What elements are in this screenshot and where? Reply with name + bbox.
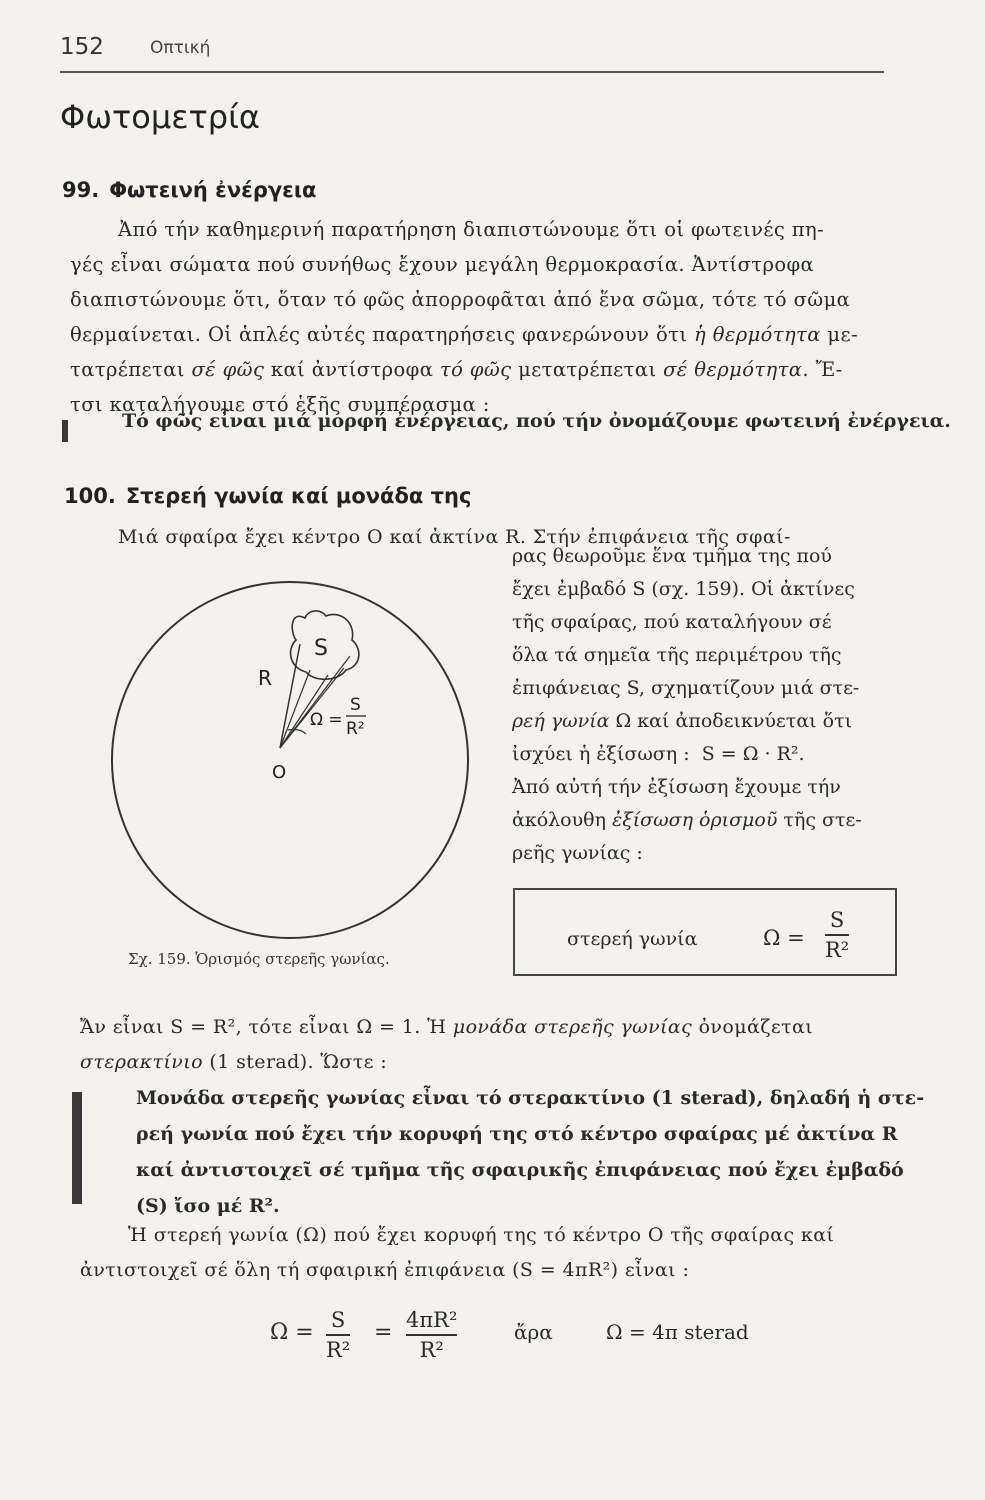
body-line	[512, 804, 897, 837]
section-100-first-line: Μιά σφαίρα ἔχει κέντρο Ο καί ἀκτίνα R. Στήν ἐπιφάνεια τῆς σφαί-	[118, 526, 791, 548]
page-header	[60, 30, 885, 70]
solid-angle-definition-box	[513, 888, 897, 976]
body-line: τσι καταλήγουμε στό ἑξῆς συμπέρασμα :	[70, 393, 490, 416]
text-span: (1 sterad). Ὥστε :	[202, 1051, 388, 1073]
header-rule	[60, 71, 884, 73]
section-number: 99.	[62, 178, 100, 202]
body-line: ρεή γωνία πού ἔχει τήν κορυφή της στό κέντρο σφαίρας μέ ἀκτίνα R	[136, 1123, 898, 1145]
denominator: R²	[419, 1337, 444, 1362]
body-line: καί ἀντιστοιχεῖ σέ τμῆμα τῆς σφαιρικῆς ἐπιφάνειας πού ἔχει ἐμβαδό	[136, 1159, 904, 1181]
eq-fraction-1	[326, 1306, 350, 1364]
eq-result: Ω = 4π sterad	[606, 1320, 749, 1344]
body-line	[70, 352, 890, 387]
body-line: διαπιστώνουμε ὅτι, ὅταν τό φῶς ἀπορροφᾶται ἀπό ἕνα σῶμα, τότε τό σῶμα	[70, 288, 851, 311]
emphasis: ρεή γωνία	[512, 710, 610, 732]
box-omega: Ω =	[763, 926, 805, 950]
emphasis: τό φῶς	[439, 358, 512, 381]
figure-caption: Σχ. 159. Ὁρισμός στερεῆς γωνίας.	[128, 950, 390, 968]
section-100-wrapped-text	[512, 540, 897, 870]
numerator: S	[330, 1308, 346, 1332]
text-span: με-	[820, 323, 858, 346]
body-line	[70, 317, 890, 352]
text-span: .	[798, 743, 805, 765]
unit-paragraph	[80, 1010, 902, 1080]
body-line: ρας θεωροῦμε ἕνα τμῆμα της πού	[512, 545, 832, 567]
margin-bar	[72, 1092, 82, 1204]
eq-equals: =	[374, 1320, 393, 1345]
text-span: . Ἔ-	[802, 358, 843, 381]
body-line: ὅλα τά σημεῖα τῆς περιμέτρου τῆς	[512, 644, 842, 666]
body-line: ρεῆς γωνίας :	[512, 842, 643, 864]
label-frac-num: S	[350, 695, 361, 715]
text-span: ὀνομάζεται	[692, 1016, 814, 1038]
section-99-heading	[62, 178, 316, 202]
equation: S = Ω · R²	[701, 743, 799, 765]
text-span: ἀκόλουθη	[512, 809, 613, 831]
label-S: S	[314, 636, 328, 661]
numerator: S	[829, 908, 845, 932]
section-title: Στερεή γωνία καί μονάδα της	[125, 484, 472, 508]
denominator: R²	[326, 1337, 351, 1362]
emphasis: ἡ θερμότητα	[694, 323, 821, 346]
section-99-body	[70, 212, 890, 422]
section-100-heading	[64, 484, 471, 508]
emphasis: μονάδα στερεῆς γωνίας	[452, 1016, 693, 1038]
text-span: Ἄν εἶναι S = R², τότε εἶναι Ω = 1. Ἡ	[80, 1016, 453, 1038]
emphasis: σέ θερμότητα	[663, 358, 803, 381]
ray-line	[280, 656, 350, 748]
eq-fraction-2	[406, 1306, 457, 1364]
box-label: στερεή γωνία	[567, 928, 698, 950]
body-line: Ἡ στερεή γωνία (Ω) πού ἔχει κορυφή της τό κέντρο Ο τῆς σφαίρας καί	[128, 1224, 835, 1246]
chapter-title: Φωτομετρία	[60, 98, 260, 136]
page-number: 152	[60, 34, 104, 60]
eq-omega: Ω =	[270, 1320, 314, 1345]
section-title: Φωτεινή ἐνέργεια	[109, 178, 317, 202]
body-line: Ἀπό τήν καθημερινή παρατήρηση διαπιστώνουμε ὅτι οἱ φωτεινές πη-	[118, 218, 825, 241]
text-span: μετατρέπεται	[511, 358, 664, 381]
label-frac-den: R²	[346, 719, 365, 739]
emphasis: ἐξίσωση ὁρισμοῦ	[612, 809, 778, 831]
unit-definition	[136, 1080, 925, 1224]
solid-angle-figure	[100, 570, 480, 950]
conclusion-statement: Τό φῶς εἶναι μιά μορφή ἐνέργειας, πού τήν ὀνομάζουμε φωτεινή ἐνέργεια.	[122, 410, 951, 432]
eq-therefore: ἄρα	[514, 1320, 553, 1344]
closing-paragraph	[80, 1218, 910, 1288]
emphasis: σέ φῶς	[191, 358, 265, 381]
label-O: O	[272, 762, 287, 783]
text-span: θερμαίνεται. Οἱ ἁπλές αὐτές παρατηρήσεις φανερώνουν ὅτι	[70, 323, 695, 346]
label-R: R	[258, 666, 272, 690]
body-line	[512, 738, 897, 771]
margin-bar	[62, 420, 68, 442]
text-span: Ω καί ἀποδεικνύεται ὅτι	[609, 710, 853, 732]
numerator: 4πR²	[406, 1308, 458, 1332]
body-line: ἐπιφάνειας S, σχηματίζουν μιά στε-	[512, 677, 860, 699]
body-line: γές εἶναι σώματα πού συνήθως ἔχουν μεγάλη θερμοκρασία. Ἀντίστροφα	[70, 253, 815, 276]
sphere-outline	[112, 582, 468, 938]
label-omega-eq: Ω =	[310, 710, 343, 730]
denominator: R²	[825, 937, 850, 962]
body-line	[80, 1045, 902, 1080]
section-number: 100.	[64, 484, 116, 508]
emphasis: στερακτίνιο	[80, 1051, 203, 1073]
running-title: Οπτική	[150, 38, 211, 58]
box-fraction	[825, 906, 849, 964]
body-line: ἔχει ἐμβαδό S (σχ. 159). Οἱ ἀκτίνες	[512, 578, 855, 600]
body-line	[512, 705, 897, 738]
body-line: Ἀπό αὐτή τήν ἐξίσωση ἔχουμε τήν	[512, 776, 841, 798]
text-span: τῆς στε-	[777, 809, 862, 831]
body-line: (S) ἴσο μέ R².	[136, 1195, 280, 1217]
body-line: τῆς σφαίρας, πού καταλήγουν σέ	[512, 611, 832, 633]
body-line: Μονάδα στερεῆς γωνίας εἶναι τό στερακτίνιο (1 sterad), δηλαδή ἡ στε-	[136, 1087, 925, 1109]
body-line	[80, 1010, 902, 1045]
text-span: τατρέπεται	[70, 358, 192, 381]
text-span: καί ἀντίστροφα	[264, 358, 440, 381]
text-span: ἰσχύει ἡ ἐξίσωση :	[512, 743, 690, 765]
body-line: ἀντιστοιχεῖ σέ ὅλη τή σφαιρική ἐπιφάνεια (S = 4πR²) εἶναι :	[80, 1259, 690, 1281]
